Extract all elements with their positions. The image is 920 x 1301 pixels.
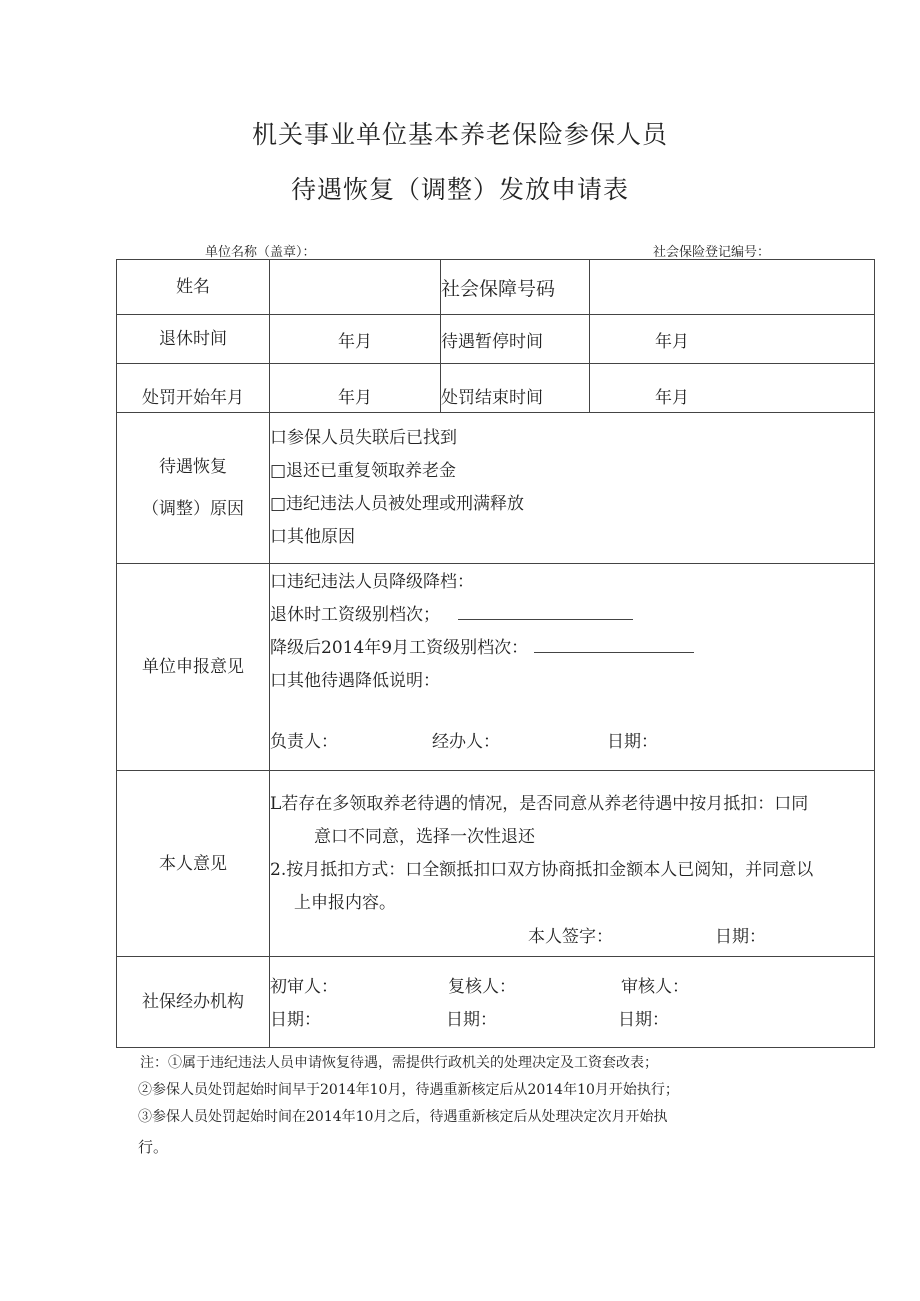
unit-opinion-content — [270, 564, 875, 771]
auditor-label: 审核人： — [621, 977, 689, 997]
offset-question-cont[interactable]: 意口不同意，选择一次性退还 — [314, 827, 535, 847]
agency-reviewers-line — [270, 971, 874, 1004]
suspend-time-field[interactable]: 年月 — [590, 315, 875, 364]
personal-opinion-content — [270, 771, 875, 957]
offset-question[interactable]: L若存在多领取养老待遇的情况，是否同意从养老待遇中按月抵扣：口同 — [270, 794, 809, 814]
audit-date-label: 日期： — [618, 1010, 669, 1030]
unit-signature-line — [270, 726, 874, 759]
penalty-end-field[interactable]: 年月 — [590, 364, 875, 413]
rechecker-label: 复核人： — [448, 977, 516, 997]
demoted-grade-blank[interactable] — [534, 638, 694, 653]
penalty-start-label: 处罚开始年月 — [117, 364, 270, 413]
reason-option-found[interactable]: 口参保人员失联后已找到 — [270, 428, 457, 448]
name-label: 姓名 — [117, 260, 270, 315]
name-field[interactable] — [270, 260, 441, 315]
reason-option-punished[interactable]: □违纪违法人员被处理或刑满释放 — [270, 494, 525, 514]
ssn-field[interactable] — [590, 260, 875, 315]
reason-label-line1: 待遇恢复 — [159, 457, 227, 477]
responsible-label: 负责人： — [270, 732, 338, 752]
reason-option-other[interactable]: 口其他原因 — [270, 527, 355, 547]
demoted-grade-label: 降级后2014年9月工资级别档次： — [270, 638, 529, 658]
reason-label-line2: （调整）原因 — [142, 499, 244, 519]
row-penalty — [117, 364, 875, 413]
personal-date-label: 日期： — [715, 927, 766, 947]
reason-options — [270, 413, 875, 564]
application-form-table — [116, 259, 875, 1048]
self-signature-label: 本人签字： — [528, 927, 613, 947]
note-3-cont: 行。 — [138, 1138, 169, 1156]
row-unit-opinion — [117, 564, 875, 771]
demotion-option[interactable]: 口违纪违法人员降级降档： — [270, 572, 474, 592]
offset-method-cont: 上申报内容。 — [294, 893, 396, 913]
row-retire — [117, 315, 875, 364]
reason-option-refunded[interactable]: □退还已重复领取养老金 — [270, 461, 457, 481]
ssn-label: 社会保障号码 — [441, 260, 590, 315]
penalty-end-label: 处罚结束时间 — [441, 364, 590, 413]
agency-dates-line — [270, 1004, 874, 1037]
penalty-start-field[interactable]: 年月 — [270, 364, 441, 413]
footnotes — [140, 1050, 679, 1161]
suspend-time-label: 待遇暂停时间 — [441, 315, 590, 364]
unit-date-label: 日期： — [607, 732, 658, 752]
reason-label — [117, 413, 270, 564]
row-agency — [117, 957, 875, 1048]
unit-opinion-label: 单位申报意见 — [117, 564, 270, 771]
agency-content — [270, 957, 875, 1048]
form-title-line1: 机关事业单位基本养老保险参保人员 — [251, 120, 668, 149]
row-personal-opinion — [117, 771, 875, 957]
row-reason — [117, 413, 875, 564]
offset-method[interactable]: 2.按月抵扣方式：口全额抵扣口双方协商抵扣金额本人已阅知，并同意以 — [270, 860, 814, 880]
personal-signature-line — [270, 921, 874, 954]
form-title-line2: 待遇恢复（调整）发放申请表 — [290, 175, 629, 204]
first-reviewer-label: 初审人： — [270, 977, 338, 997]
retire-grade-line — [270, 599, 874, 632]
note-3: ③参保人员处罚起始时间在2014年10月之后，待遇重新核定后从处理决定次月开始执 — [138, 1109, 668, 1125]
row-name — [117, 260, 875, 315]
demoted-grade-line — [270, 632, 874, 665]
recheck-date-label: 日期： — [446, 1010, 497, 1030]
retire-grade-blank[interactable] — [458, 605, 633, 620]
unit-name-label: 单位名称（盖章）： — [205, 245, 316, 260]
agency-label: 社保经办机构 — [117, 957, 270, 1048]
retire-grade-label: 退休时工资级别档次； — [270, 605, 440, 625]
handler-label: 经办人： — [432, 732, 500, 752]
retire-time-label: 退休时间 — [117, 315, 270, 364]
note-2: ②参保人员处罚起始时间早于2014年10月，待遇重新核定后从2014年10月开始执行； — [138, 1082, 679, 1098]
personal-opinion-label: 本人意见 — [117, 771, 270, 957]
other-reduction-option[interactable]: 口其他待遇降低说明： — [270, 671, 440, 691]
retire-time-field[interactable]: 年月 — [270, 315, 441, 364]
note-1: 注：①属于违纪违法人员申请恢复待遇，需提供行政机关的处理决定及工资套改表； — [140, 1055, 658, 1071]
ss-registration-number-label: 社会保险登记编号： — [653, 245, 771, 260]
first-review-date-label: 日期： — [270, 1010, 321, 1030]
